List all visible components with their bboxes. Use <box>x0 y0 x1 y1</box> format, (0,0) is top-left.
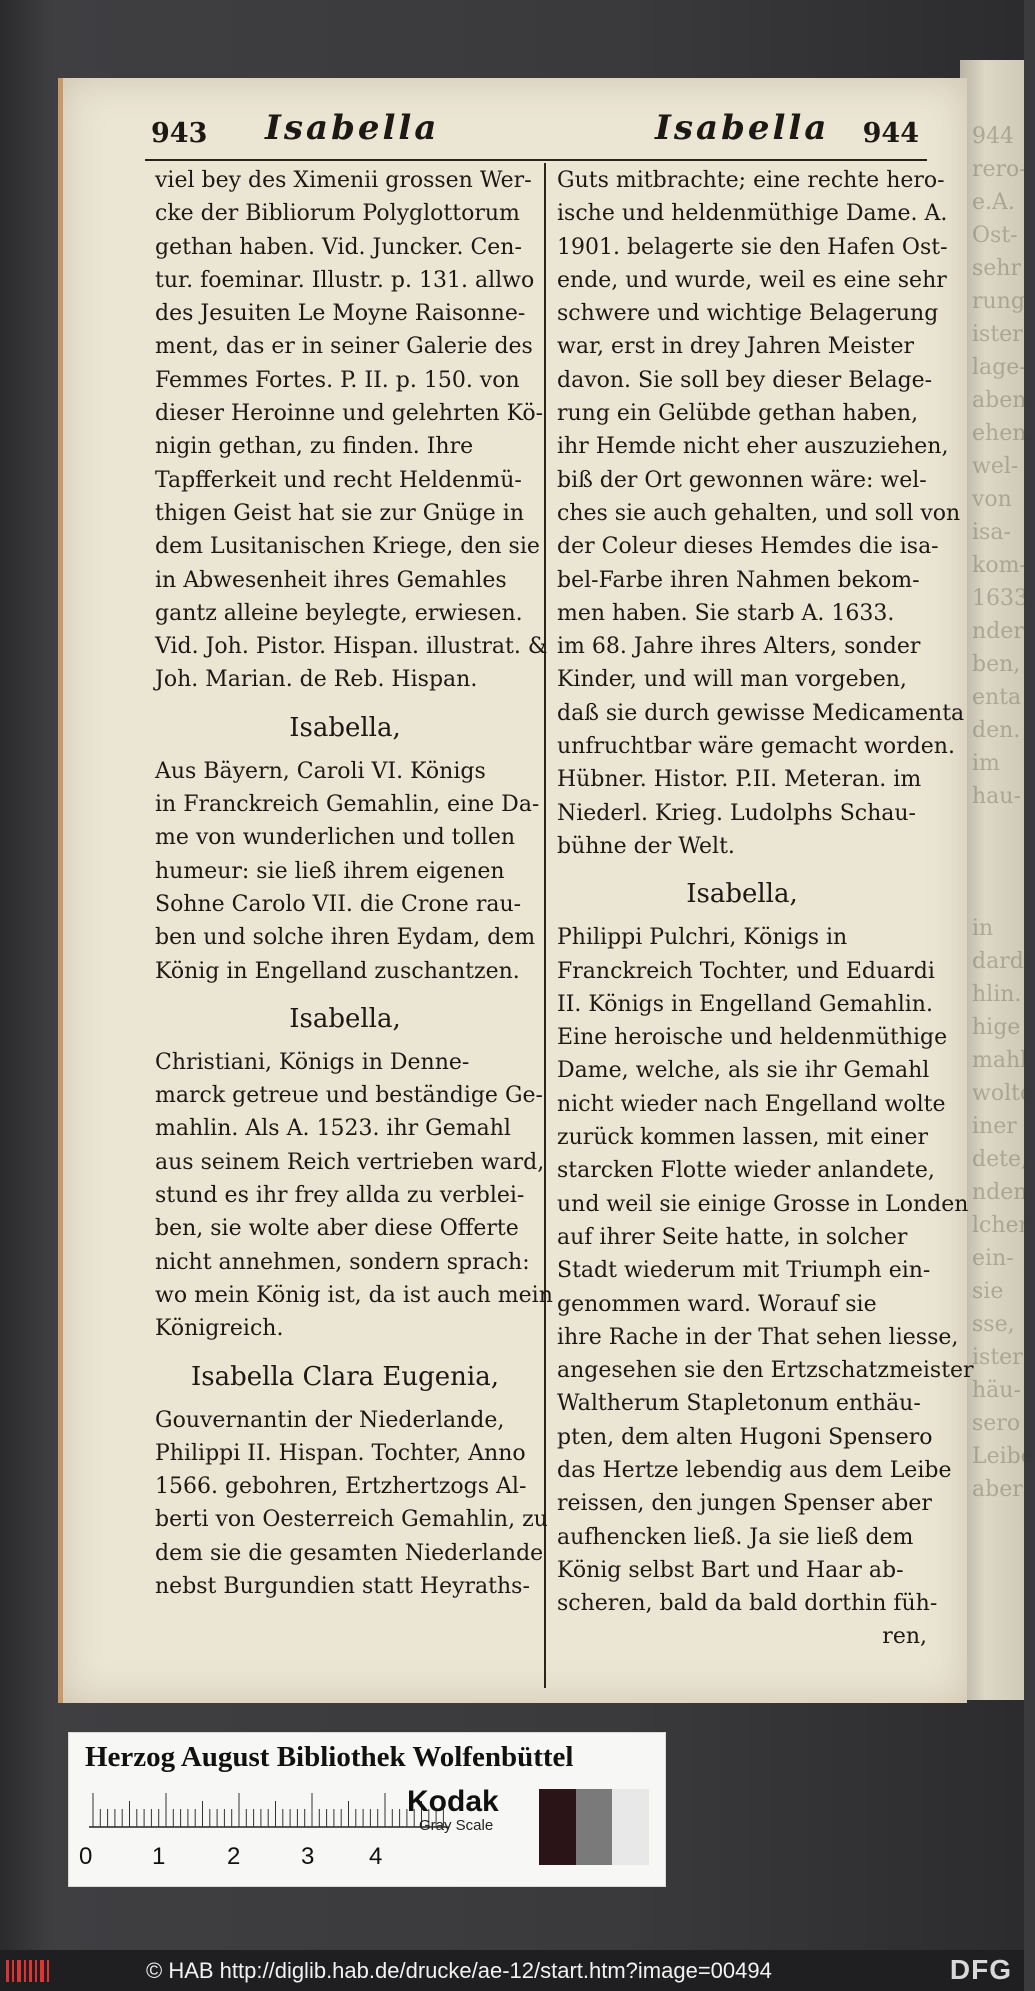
text-line: ische und heldenmüthige Dame. A. <box>557 201 948 227</box>
text-line: Franckreich Tochter, und Eduardi <box>557 958 935 984</box>
gray-scale-swatches <box>539 1789 649 1865</box>
text-line: berti von Oesterreich Gemahlin, zu <box>155 1507 548 1533</box>
ruler-label: 3 <box>301 1843 315 1870</box>
text-line: stund es ihr frey allda zu verblei- <box>155 1183 525 1209</box>
text-line: men haben. Sie starb A. 1633. <box>557 600 895 626</box>
text-line: II. Königs in Engelland Gemahlin. <box>557 991 933 1017</box>
book-page <box>58 78 974 1703</box>
ruler-scale <box>85 1789 453 1829</box>
text-line: dem sie die gesamten Niederlande <box>155 1540 544 1566</box>
text-line: unfruchtbar wäre gemacht worden. <box>557 734 955 760</box>
gray-swatch <box>539 1789 576 1865</box>
text-line: Philippi Pulchri, Königs in <box>557 925 848 951</box>
ruler-label: 4 <box>369 1843 383 1870</box>
text-line: Waltherum Stapletonum enthäu- <box>557 1391 921 1417</box>
text-line: rung ein Gelübde gethan haben, <box>557 401 919 427</box>
header-rule <box>145 159 927 161</box>
text-line: bel-Farbe ihren Nahmen bekom- <box>557 567 920 593</box>
entry-title: Isabella, <box>289 1003 401 1034</box>
text-line: im 68. Jahre ihres Alters, sonder <box>557 634 921 660</box>
kodak-subtitle: Gray Scale <box>419 1817 494 1834</box>
text-line: pten, dem alten Hugoni Spensero <box>557 1424 933 1450</box>
entry-title: Isabella, <box>686 879 798 910</box>
text-line: cke der Bibliorum Polyglottorum <box>155 201 520 227</box>
text-line: war, erst in drey Jahren Meister <box>557 334 914 360</box>
text-line: Vid. Joh. Pistor. Hispan. illustrat. & <box>155 634 548 660</box>
text-line: und weil sie einige Grosse in Londen <box>557 1191 969 1217</box>
text-line: Königreich. <box>155 1316 284 1342</box>
text-line: auf ihrer Seite hatte, in solcher <box>557 1224 908 1250</box>
text-line: viel bey des Ximenii grossen Wer- <box>155 168 532 193</box>
text-line: Hübner. Histor. P.II. Meteran. im <box>557 767 922 793</box>
text-line: 1566. gebohren, Ertzhertzogs Al- <box>155 1474 527 1500</box>
dfg-logo: DFG <box>949 1954 1012 1985</box>
next-page-ghost-text: 944 rero- e.A. Ost- sehr rung ister lage- aben, ehen, wel- von isa- kom- 1633. nder ben, enta den. im hau- in dardi hlin. hige mahl wolte iner dete, nden lcher ein- sie sse, ister häu- sero Leibe aber <box>972 124 1035 1502</box>
text-line: ihr Hemde nicht eher auszuziehen, <box>557 434 949 460</box>
text-line: Philippi II. Hispan. Tochter, Anno <box>155 1440 526 1466</box>
text-line: des Jesuiten Le Moyne Raisonne- <box>155 301 526 327</box>
text-line: Dame, welche, als sie ihr Gemahl <box>557 1058 930 1084</box>
text-line: schwere und wichtige Belagerung <box>557 301 939 327</box>
text-line: nicht wieder nach Engelland wolte <box>557 1091 946 1117</box>
text-line: in Abwesenheit ihres Gemahles <box>155 567 507 593</box>
text-line: nicht annehmen, sondern sprach: <box>155 1249 530 1275</box>
running-head-right: Isabella <box>655 108 830 148</box>
text-line: nebst Burgundien statt Heyraths- <box>155 1573 530 1599</box>
kodak-brand: Kodak <box>407 1785 499 1818</box>
running-head-left: Isabella <box>265 108 440 148</box>
text-line: Aus Bäyern, Caroli VI. Königs <box>155 758 486 784</box>
text-line: der Coleur dieses Hemdes die isa- <box>557 534 939 560</box>
text-line: davon. Sie soll bey dieser Belage- <box>557 367 933 393</box>
text-line: dem Lusitanischen Kriege, den sie <box>155 534 540 560</box>
text-line: Sohne Carolo VII. die Crone rau- <box>155 891 522 917</box>
text-line: das Hertze lebendig aus dem Leibe <box>557 1457 952 1483</box>
text-line: gantz alleine beylegte, erwiesen. <box>155 600 523 626</box>
gray-swatch <box>612 1789 649 1865</box>
color-calibration-card <box>68 1732 666 1887</box>
text-line: marck getreue und beständige Ge- <box>155 1083 543 1109</box>
entry-title: Isabella, <box>289 712 401 743</box>
page-number-right: 944 <box>862 118 919 149</box>
text-line: tur. foeminar. Illustr. p. 131. allwo <box>155 267 535 293</box>
text-column-right <box>557 164 974 1654</box>
text-line: reissen, den jungen Spenser aber <box>557 1491 932 1517</box>
text-line: bühne der Welt. <box>557 833 735 859</box>
text-line: in Franckreich Gemahlin, eine Da- <box>155 792 540 818</box>
text-line: daß sie durch gewisse Medicamenta <box>557 700 965 726</box>
text-line: starcken Flotte wieder anlandete, <box>557 1158 935 1184</box>
ruler-label: 0 <box>79 1843 93 1870</box>
entry-title: Isabella Clara Eugenia, <box>190 1361 500 1392</box>
ruler-label: 1 <box>152 1843 166 1870</box>
text-line: Femmes Fortes. P. II. p. 150. von <box>155 367 520 393</box>
text-line: ben und solche ihren Eydam, dem <box>155 925 536 951</box>
text-line: König in Engelland zuschantzen. <box>155 958 520 984</box>
institution-name: Herzog August Bibliothek Wolfenbüttel <box>85 1741 574 1773</box>
text-line: Tapfferkeit und recht Heldenmü- <box>155 467 522 493</box>
text-line: mahlin. Als A. 1523. ihr Gemahl <box>155 1116 511 1142</box>
text-line: Niederl. Krieg. Ludolphs Schau- <box>557 800 916 826</box>
text-line: aufhencken ließ. Ja sie ließ dem <box>557 1524 914 1550</box>
footer-bar <box>0 1950 1024 1991</box>
text-line: Christiani, Königs in Denne- <box>155 1049 470 1075</box>
hab-barcode-icon <box>6 1958 50 1984</box>
text-line: nigin gethan, zu finden. Ihre <box>155 434 474 460</box>
text-line: thigen Geist hat sie zur Gnüge in <box>155 500 525 526</box>
text-line: me von wunderlichen und tollen <box>155 825 516 851</box>
page-number-left: 943 <box>151 118 208 149</box>
text-line: Guts mitbrachte; eine rechte hero- <box>557 168 945 193</box>
text-line: aus seinem Reich vertrieben ward, <box>155 1149 545 1175</box>
text-line: ihre Rache in der That sehen liesse, <box>557 1324 959 1350</box>
text-line: humeur: sie ließ ihrem eigenen <box>155 858 505 884</box>
text-line: biß der Ort gewonnen wäre: wel- <box>557 467 927 493</box>
text-column-left <box>155 164 553 1603</box>
text-line: Gouvernantin der Niederlande, <box>155 1407 505 1433</box>
text-line: König selbst Bart und Haar ab- <box>557 1557 904 1583</box>
text-line: genommen ward. Worauf sie <box>557 1291 877 1317</box>
text-line: ben, sie wolte aber diese Offerte <box>155 1216 519 1242</box>
text-line: ende, und wurde, weil es eine sehr <box>557 267 947 293</box>
text-line: wo mein König ist, da ist auch mein <box>155 1282 553 1308</box>
text-line: angesehen sie den Ertzschatzmeister <box>557 1358 974 1384</box>
column-divider <box>544 163 546 1688</box>
catchword: ren, <box>882 1624 927 1650</box>
gray-swatch <box>576 1789 613 1865</box>
text-line: ment, das er in seiner Galerie des <box>155 334 533 360</box>
text-line: Eine heroische und heldenmüthige <box>557 1025 948 1051</box>
text-line: scheren, bald da bald dorthin füh- <box>557 1591 938 1617</box>
text-line: Stadt wiederum mit Triumph ein- <box>557 1258 931 1284</box>
text-line: 1901. belagerte sie den Hafen Ost- <box>557 234 948 260</box>
text-line: Joh. Marian. de Reb. Hispan. <box>155 667 478 693</box>
footer-copyright-link[interactable]: © HAB http://diglib.hab.de/drucke/ae-12/start.htm?image=00494 <box>146 1958 772 1983</box>
text-line: dieser Heroinne und gelehrten Kö- <box>155 401 544 427</box>
text-line: zurück kommen lassen, mit einer <box>557 1125 928 1151</box>
text-line: ches sie auch gehalten, und soll von <box>557 500 961 526</box>
kodak-label <box>407 1787 499 1834</box>
text-line: gethan haben. Vid. Juncker. Cen- <box>155 234 522 260</box>
text-line: Kinder, und will man vorgeben, <box>557 667 907 693</box>
ruler-label: 2 <box>227 1843 241 1870</box>
